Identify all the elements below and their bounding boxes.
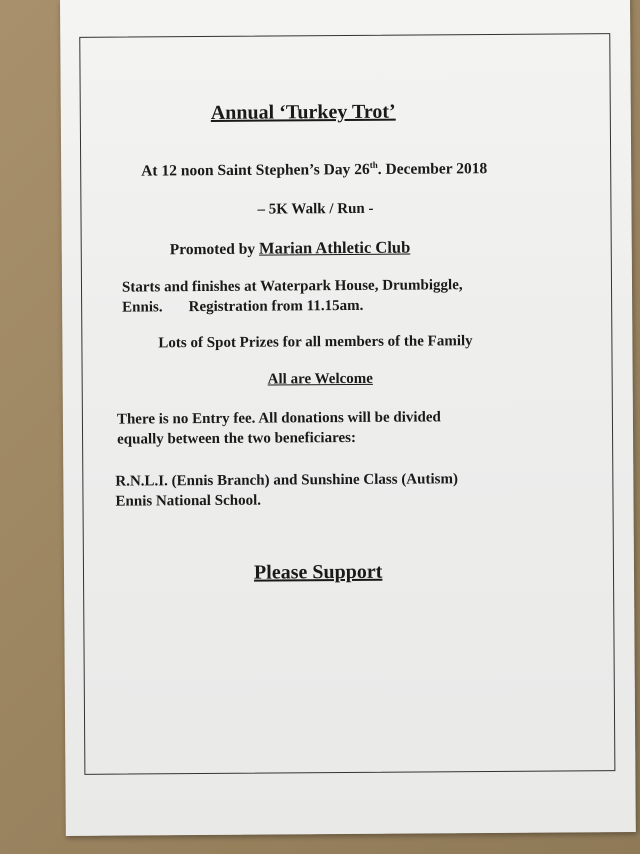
registration-time: Registration from 11.15am. bbox=[188, 297, 364, 316]
poster-title: Annual ‘Turkey Trot’ bbox=[210, 100, 396, 124]
poster-border bbox=[79, 33, 615, 775]
beneficiaries-line-1: R.N.L.I. (Ennis Branch) and Sunshine Class (Autism) bbox=[115, 471, 459, 490]
promoted-prefix: Promoted by bbox=[169, 240, 256, 259]
event-type: – 5K Walk / Run - bbox=[257, 200, 374, 218]
entry-line-2: equally between the two beneficiares: bbox=[117, 429, 356, 448]
promoted-by bbox=[170, 238, 411, 260]
club-name: Marian Athletic Club bbox=[258, 237, 411, 258]
welcome-text: All are Welcome bbox=[267, 370, 373, 388]
venue-line-2 bbox=[122, 298, 363, 317]
venue-town: Ennis. bbox=[122, 299, 163, 316]
venue-line-1: Starts and finishes at Waterpark House, Drumbiggle, bbox=[121, 277, 463, 296]
date-ordinal: th bbox=[369, 159, 378, 170]
date-suffix: . December 2018 bbox=[377, 160, 488, 178]
date-prefix: At 12 noon Saint Stephen’s Day 26 bbox=[141, 160, 370, 180]
poster-paper bbox=[60, 0, 636, 836]
please-support: Please Support bbox=[253, 560, 383, 584]
prizes-text: Lots of Spot Prizes for all members of the Family bbox=[158, 333, 473, 352]
event-date bbox=[141, 159, 487, 181]
beneficiaries-line-2: Ennis National School. bbox=[115, 492, 262, 510]
entry-line-1: There is no Entry fee. All donations will be divided bbox=[116, 409, 441, 428]
